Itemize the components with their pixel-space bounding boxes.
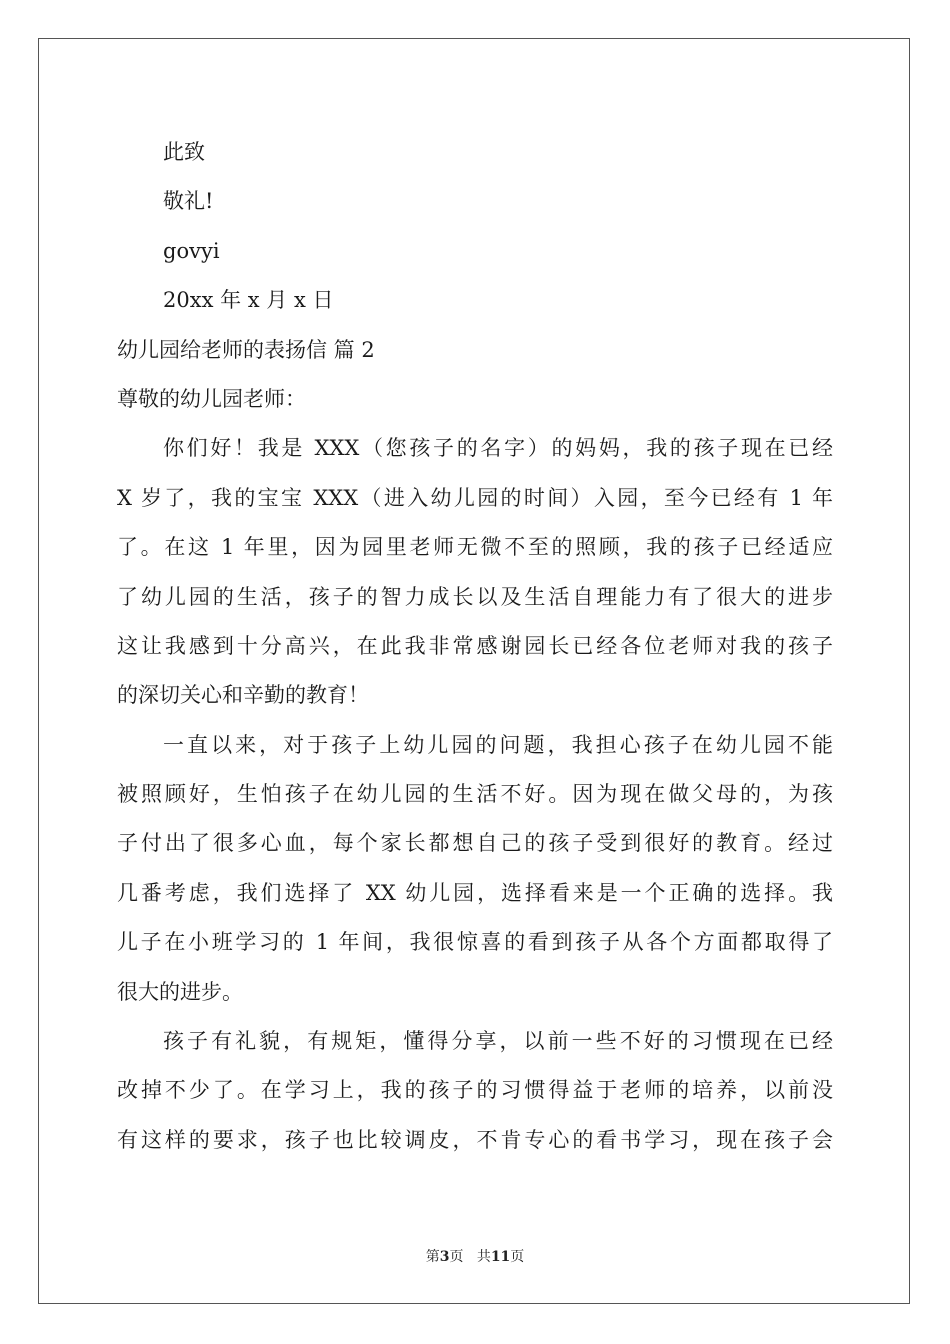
- paragraph-line: 了。在这 1 年里，因为园里老师无微不至的照顾，我的孩子已经适应: [117, 535, 833, 560]
- paragraph-line: 几番考虑，我们选择了 XX 幼儿园，选择看来是一个正确的选择。我: [117, 880, 833, 905]
- letter-greeting: 尊敬的幼儿园老师：: [117, 386, 306, 411]
- closing-salute-2: 敬礼!: [163, 189, 214, 214]
- page-footer: [0, 1246, 950, 1266]
- page-number: 3: [439, 1249, 450, 1265]
- total-suffix: 页: [510, 1249, 525, 1265]
- paragraph-line: 有这样的要求，孩子也比较调皮，不肯专心的看书学习，现在孩子会: [117, 1127, 833, 1152]
- paragraph-line: 你们好！我是 XXX（您孩子的名字）的妈妈，我的孩子现在已经: [163, 436, 833, 461]
- document-body: [117, 128, 833, 1165]
- total-pages: 11: [490, 1249, 511, 1265]
- paragraph-line: 孩子有礼貌，有规矩，懂得分享，以前一些不好的习惯现在已经: [163, 1029, 833, 1054]
- paragraph-1: [117, 424, 833, 720]
- paragraph-line: 儿子在小班学习的 1 年间，我很惊喜的看到孩子从各个方面都取得了: [117, 930, 833, 955]
- paragraph-2: [117, 721, 833, 1017]
- page-suffix: 页: [449, 1249, 464, 1265]
- paragraph-3: [117, 1017, 833, 1165]
- paragraph-line: 被照顾好，生怕孩子在幼儿园的生活不好。因为现在做父母的，为孩: [117, 782, 833, 807]
- paragraph-line: 子付出了很多心血，每个家长都想自己的孩子受到很好的教育。经过: [117, 831, 833, 856]
- closing-salute-1: 此致: [163, 140, 205, 164]
- total-prefix: 共: [476, 1249, 491, 1265]
- paragraph-line: 的深切关心和辛勤的教育！: [117, 683, 369, 708]
- paragraph-line: 了幼儿园的生活，孩子的智力成长以及生活自理能力有了很大的进步: [117, 584, 833, 609]
- paragraph-line: 很大的进步。: [117, 979, 243, 1004]
- paragraph-line: X 岁了，我的宝宝 XXX（进入幼儿园的时间）入园，至今已经有 1 年: [117, 485, 833, 510]
- paragraph-line: 改掉不少了。在学习上，我的孩子的习惯得益于老师的培养，以前没: [117, 1078, 833, 1103]
- section-title: 幼儿园给老师的表扬信 篇 2: [117, 337, 375, 362]
- paragraph-line: 这让我感到十分高兴，在此我非常感谢园长已经各位老师对我的孩子: [117, 633, 833, 658]
- paragraph-line: 一直以来，对于孩子上幼儿园的问题，我担心孩子在幼儿园不能: [163, 732, 833, 757]
- letter-date: 20xx 年 x 月 x 日: [163, 288, 334, 313]
- signature: govyi: [163, 238, 220, 263]
- page-prefix: 第: [425, 1249, 440, 1265]
